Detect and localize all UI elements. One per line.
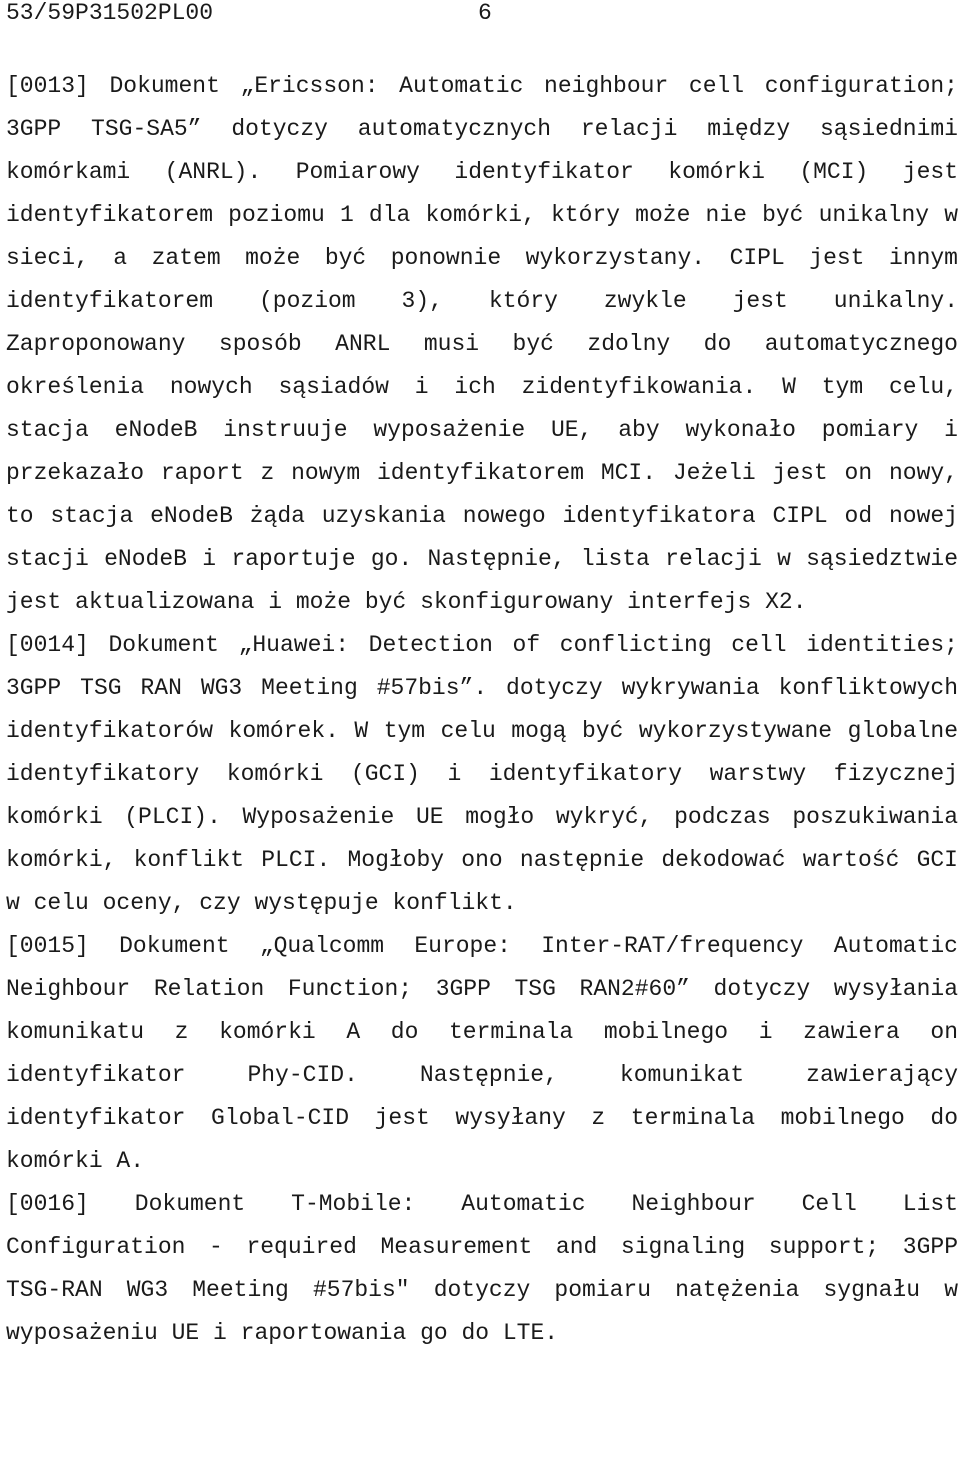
page-number: 6 [478, 0, 492, 26]
paragraph-0013 [6, 65, 958, 624]
page-header [6, 0, 492, 26]
paragraph-0014 [6, 624, 958, 925]
paragraph-ref: [0015] [6, 933, 89, 959]
paragraph-ref: [0016] [6, 1191, 89, 1217]
paragraph-0016 [6, 1183, 958, 1355]
paragraph-text: Dokument „Huawei: Detection of conflicting cell identities; 3GPP TSG RAN WG3 Meeting #57bis”. dotyczy wykrywania konfliktowych identyfikatorów komórek. W tym celu mogą być wykorzystywane globalne identyfikatory komórki (GCI) i identyfikatory warstwy fizycznej komórki (PLCI). Wyposażenie UE mogło wykryć, podczas poszukiwania komórki, konflikt PLCI. Mogłoby ono następnie dekodować wartość GCI w celu oceny, czy występuje konflikt. [6, 632, 958, 916]
paragraph-ref: [0013] [6, 73, 89, 99]
document-id: 53/59P31502PL00 [6, 0, 214, 26]
paragraph-0015 [6, 925, 958, 1183]
paragraph-ref: [0014] [6, 632, 89, 658]
paragraph-text: Dokument T-Mobile: Automatic Neighbour Cell List Configuration - required Measurement and signaling support; 3GPP TSG-RAN WG3 Meeting #57bis" dotyczy pomiaru natężenia sygnału w wyposażeniu UE i raportowania go do LTE. [6, 1191, 958, 1346]
paragraph-text: Dokument „Ericsson: Automatic neighbour cell configuration; 3GPP TSG-SA5” dotyczy automatycznych relacji między sąsiednimi komórkami (ANRL). Pomiarowy identyfikator komórki (MCI) jest identyfikatorem poziomu 1 dla komórki, który może nie być unikalny w sieci, a zatem może być ponownie wykorzystany. CIPL jest innym identyfikatorem (poziom 3), który zwykle jest unikalny. Zaproponowany sposób ANRL musi być zdolny do automatycznego określenia nowych sąsiadów i ich zidentyfikowania. W tym celu, stacja eNodeB instruuje wyposażenie UE, aby wykonało pomiary i przekazało raport z nowym identyfikatorem MCI. Jeżeli jest on nowy, to stacja eNodeB żąda uzyskania nowego identyfikatora CIPL od nowej stacji eNodeB i raportuje go. Następnie, lista relacji w sąsiedztwie jest aktualizowana i może być skonfigurowany interfejs X2. [6, 73, 958, 615]
paragraph-text: Dokument „Qualcomm Europe: Inter-RAT/frequency Automatic Neighbour Relation Function; 3GPP TSG RAN2#60” dotyczy wysyłania komunikatu z komórki A do terminala mobilnego i zawiera on identyfikator Phy-CID. Następnie, komunikat zawierający identyfikator Global-CID jest wysyłany z terminala mobilnego do komórki A. [6, 933, 958, 1174]
document-body [6, 65, 958, 1355]
